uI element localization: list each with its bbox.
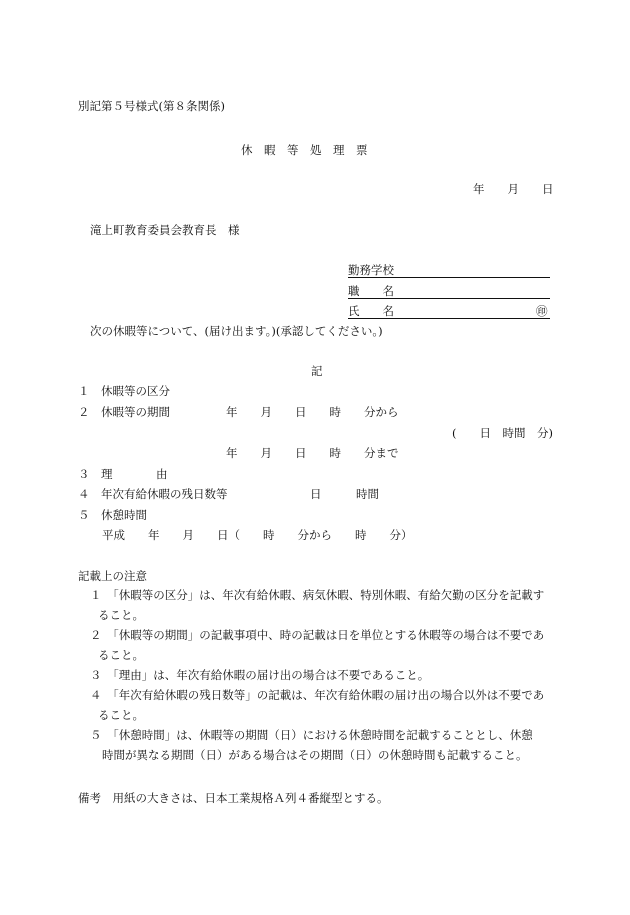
date-line: 年 月 日 xyxy=(473,182,554,196)
item-4-remaining-days: ４ 年次有給休暇の残日数等 xyxy=(78,487,228,501)
note-3: ３ 「理由」は、年次有給休暇の届け出の場合は不要であること。 xyxy=(90,668,430,682)
name-underline xyxy=(348,318,550,319)
remaining-days-unit: 日 xyxy=(310,487,322,501)
note-1-line-2: ること。 xyxy=(98,608,144,622)
note-5-line-2: 時間が異なる期間（日）がある場合はその期間（日）の休憩時間も記載すること。 xyxy=(102,748,528,762)
item-3-reason-char: 由 xyxy=(156,467,168,481)
note-2-line-1: ２ 「休暇等の期間」の記載事項中、時の記載は日を単位とする休暇等の場合は不要であ xyxy=(90,628,545,642)
workplace-underline xyxy=(348,277,550,278)
note-4-line-1: ４ 「年次有給休暇の残日数等」の記載は、年次有給休暇の届け出の場合以外は不要であ xyxy=(90,688,545,702)
request-text: 次の休暇等について、(届け出ます。)(承認してください。) xyxy=(90,324,383,338)
ki-heading: 記 xyxy=(311,364,323,378)
note-4-line-2: ること。 xyxy=(98,708,144,722)
note-2-line-2: ること。 xyxy=(98,648,144,662)
remaining-hours-unit: 時間 xyxy=(356,487,379,501)
seal-mark: ㊞ xyxy=(536,304,548,318)
note-1-line-1: １ 「休暇等の区分」は、年次有給休暇、病気休暇、特別休暇、有給欠勤の区分を記載す xyxy=(90,588,545,602)
item-2-period: ２ 休暇等の期間 xyxy=(78,405,170,419)
period-from: 年 月 日 時 分から xyxy=(226,405,399,419)
page-title: 休 暇 等 処 理 票 xyxy=(241,143,368,157)
break-time-line: 平成 年 月 日（ 時 分から 時 分） xyxy=(102,528,413,542)
position-underline xyxy=(348,298,550,299)
period-to: 年 月 日 時 分まで xyxy=(226,446,399,460)
notes-title: 記載上の注意 xyxy=(78,569,147,583)
item-1-category: １ 休暇等の区分 xyxy=(78,384,170,398)
period-total: ( 日 時間 分) xyxy=(452,426,553,440)
name-label: 氏 名 xyxy=(348,304,394,318)
item-5-break-time: ５ 休憩時間 xyxy=(78,508,147,522)
remarks: 備考 用紙の大きさは、日本工業規格Ａ列４番縦型とする。 xyxy=(78,791,389,805)
addressee: 滝上町教育委員会教育長 様 xyxy=(90,223,240,237)
form-label: 別記第５号様式(第８条関係) xyxy=(78,99,225,113)
note-5-line-1: ５ 「休憩時間」は、休暇等の期間（日）における休憩時間を記載することとし、休憩 xyxy=(90,728,533,742)
item-3-reason: ３ 理 xyxy=(78,467,113,481)
workplace-label: 勤務学校 xyxy=(348,263,394,277)
position-label: 職 名 xyxy=(348,284,394,298)
